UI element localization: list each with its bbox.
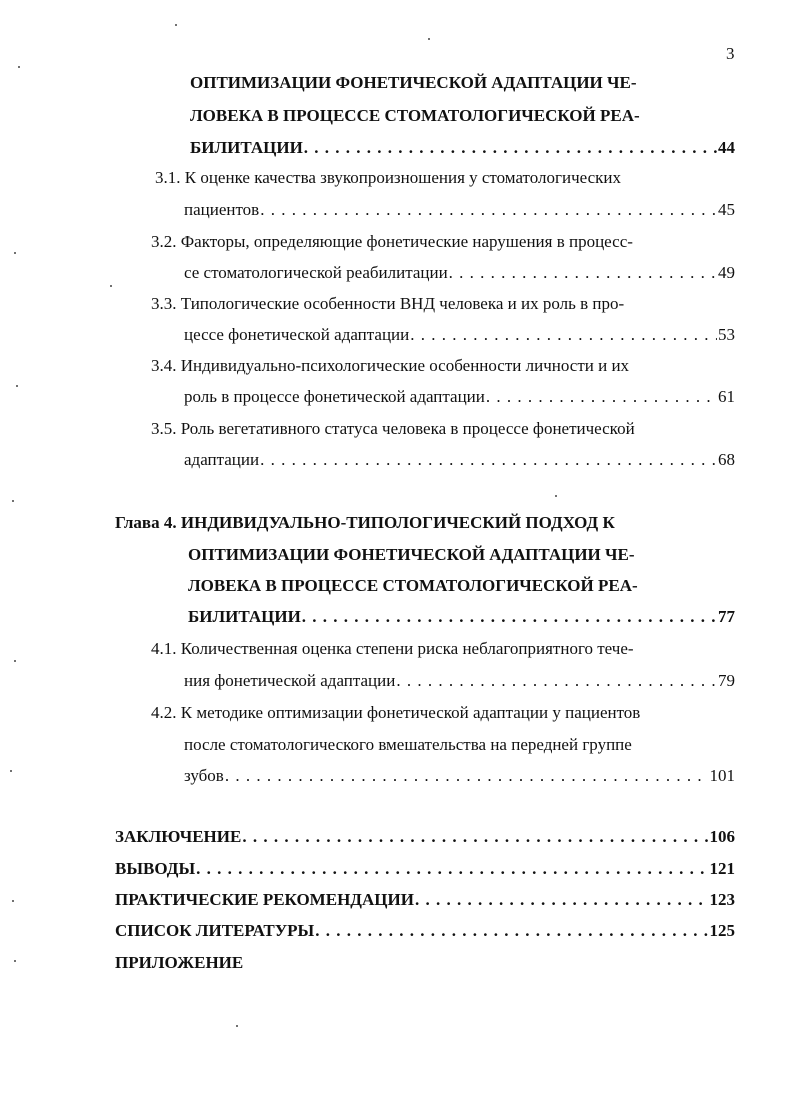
leader-dots bbox=[302, 606, 717, 628]
toc-entry-findings[interactable] bbox=[115, 858, 735, 880]
toc-title: роль в процессе фонетической адаптации bbox=[184, 387, 485, 406]
toc-page: 121 bbox=[709, 859, 735, 878]
toc-page: 44 bbox=[718, 138, 735, 157]
toc-entry-recommendations[interactable] bbox=[115, 889, 735, 911]
scan-speck bbox=[12, 500, 14, 502]
section-title: Количественная оценка степени риска неблагоприятного тече- bbox=[180, 639, 634, 658]
leader-dots bbox=[260, 449, 717, 471]
scan-speck bbox=[236, 1025, 238, 1027]
toc-entry-4-1[interactable] bbox=[184, 670, 735, 692]
scan-speck bbox=[14, 660, 16, 662]
section-title: Индивидуально-психологические особенности личности и их bbox=[180, 356, 630, 375]
toc-entry-appendix[interactable]: ПРИЛОЖЕНИЕ bbox=[115, 953, 244, 972]
scan-speck bbox=[175, 24, 177, 26]
scan-speck bbox=[12, 900, 14, 902]
toc-title: ПРАКТИЧЕСКИЕ РЕКОМЕНДАЦИИ bbox=[115, 890, 414, 909]
toc-page: 125 bbox=[709, 921, 735, 940]
toc-title: ЗАКЛЮЧЕНИЕ bbox=[115, 827, 242, 846]
scan-speck bbox=[428, 38, 430, 40]
leader-dots bbox=[410, 324, 717, 346]
leader-dots bbox=[225, 765, 709, 787]
section-number: 3.2. bbox=[151, 232, 177, 251]
section-title: Роль вегетативного статуса человека в процессе фонетической bbox=[180, 419, 635, 438]
scan-speck bbox=[18, 66, 20, 68]
toc-title: зубов bbox=[184, 766, 224, 785]
chapter3-title-line1: ОПТИМИЗАЦИИ ФОНЕТИЧЕСКОЙ АДАПТАЦИИ ЧЕ- bbox=[190, 73, 637, 92]
toc-title: БИЛИТАЦИИ bbox=[190, 138, 303, 157]
leader-dots bbox=[260, 199, 717, 221]
toc-entry-3-1[interactable] bbox=[184, 199, 735, 221]
leader-dots bbox=[415, 889, 709, 911]
toc-page: 61 bbox=[718, 387, 735, 406]
section-number: 4.2. bbox=[151, 703, 177, 722]
section-title: Типологические особенности ВНД человека и их роль в про- bbox=[180, 294, 625, 313]
scan-speck bbox=[110, 285, 112, 287]
leader-dots bbox=[449, 262, 717, 284]
leader-dots bbox=[315, 920, 708, 942]
toc-title: ВЫВОДЫ bbox=[115, 859, 196, 878]
toc-page: 77 bbox=[718, 607, 735, 626]
toc-title: БИЛИТАЦИИ bbox=[188, 607, 301, 626]
chapter3-title-line2: ЛОВЕКА В ПРОЦЕССЕ СТОМАТОЛОГИЧЕСКОЙ РЕА- bbox=[190, 106, 640, 125]
toc-entry-bibliography[interactable] bbox=[115, 920, 735, 942]
section-number: 3.3. bbox=[151, 294, 177, 313]
leader-dots bbox=[242, 826, 708, 848]
scan-speck bbox=[14, 252, 16, 254]
section-title: Факторы, определяющие фонетические нарушения в процесс- bbox=[180, 232, 633, 251]
section-3-2-line1 bbox=[151, 231, 633, 253]
toc-page: 101 bbox=[709, 766, 735, 785]
toc-entry-chapter3[interactable] bbox=[190, 137, 735, 159]
section-3-4-line1 bbox=[151, 355, 629, 377]
page-number: 3 bbox=[726, 44, 735, 63]
toc-title: ния фонетической адаптации bbox=[184, 671, 396, 690]
chapter4-title-line2: ОПТИМИЗАЦИИ ФОНЕТИЧЕСКОЙ АДАПТАЦИИ ЧЕ- bbox=[188, 545, 635, 564]
toc-title: адаптации bbox=[184, 450, 260, 469]
toc-title: пациентов bbox=[184, 200, 260, 219]
section-3-1-line1 bbox=[155, 167, 621, 189]
chapter-label: Глава 4. bbox=[115, 513, 177, 532]
toc-entry-chapter4[interactable] bbox=[188, 606, 735, 628]
section-3-5-line1 bbox=[151, 418, 635, 440]
scan-speck bbox=[16, 385, 18, 387]
toc-entry-3-4[interactable] bbox=[184, 386, 735, 408]
leader-dots bbox=[196, 858, 708, 880]
section-4-1-line1 bbox=[151, 638, 634, 660]
section-number: 3.1. bbox=[155, 168, 181, 187]
section-number: 3.4. bbox=[151, 356, 177, 375]
chapter4-title-line1 bbox=[115, 512, 615, 534]
section-title: К методике оптимизации фонетической адаптации у пациентов bbox=[180, 703, 641, 722]
toc-entry-conclusion[interactable] bbox=[115, 826, 735, 848]
toc-entry-4-2[interactable] bbox=[184, 765, 735, 787]
section-number: 4.1. bbox=[151, 639, 177, 658]
toc-entry-3-3[interactable] bbox=[184, 324, 735, 346]
toc-page: 123 bbox=[709, 890, 735, 909]
toc-page: 53 bbox=[718, 325, 735, 344]
chapter4-title-line3: ЛОВЕКА В ПРОЦЕССЕ СТОМАТОЛОГИЧЕСКОЙ РЕА- bbox=[188, 576, 638, 595]
toc-title: се стоматологической реабилитации bbox=[184, 263, 448, 282]
section-title: К оценке качества звукопроизношения у стоматологических bbox=[184, 168, 622, 187]
section-number: 3.5. bbox=[151, 419, 177, 438]
leader-dots bbox=[396, 670, 717, 692]
toc-title: цессе фонетической адаптации bbox=[184, 325, 410, 344]
toc-page: 106 bbox=[709, 827, 735, 846]
leader-dots bbox=[304, 137, 717, 159]
section-3-3-line1 bbox=[151, 293, 624, 315]
scan-speck bbox=[10, 770, 12, 772]
leader-dots bbox=[486, 386, 717, 408]
toc-page: 49 bbox=[718, 263, 735, 282]
toc-page: 79 bbox=[718, 671, 735, 690]
toc-entry-3-5[interactable] bbox=[184, 449, 735, 471]
scan-speck bbox=[555, 495, 557, 497]
scan-speck bbox=[14, 960, 16, 962]
section-4-2-line2: после стоматологического вмешательства на передней группе bbox=[184, 735, 632, 754]
toc-title: СПИСОК ЛИТЕРАТУРЫ bbox=[115, 921, 315, 940]
toc-entry-3-2[interactable] bbox=[184, 262, 735, 284]
section-4-2-line1 bbox=[151, 702, 640, 724]
toc-page: 45 bbox=[718, 200, 735, 219]
chapter-title: ИНДИВИДУАЛЬНО-ТИПОЛОГИЧЕСКИЙ ПОДХОД К bbox=[180, 513, 615, 532]
toc-page: 68 bbox=[718, 450, 735, 469]
